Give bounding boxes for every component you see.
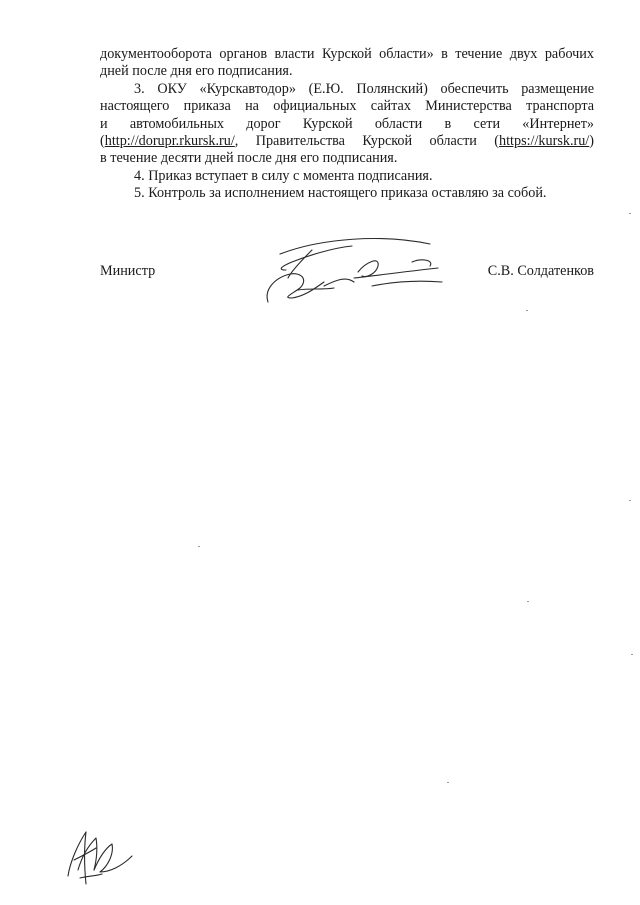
scan-speck (198, 546, 200, 547)
handwritten-initials (60, 826, 140, 888)
paragraph-3-line-4-mid: , Правительства Курской области ( (234, 133, 499, 150)
paragraph-3-line-2: настоящего приказа на официальных сайтах Министерства транспорта (100, 98, 594, 115)
scan-speck (631, 654, 633, 655)
paragraph-3-line-1: 3. ОКУ «Курскавтодор» (Е.Ю. Полянский) обеспечить размещение (134, 80, 594, 97)
handwritten-signature (262, 232, 452, 312)
scan-speck (629, 213, 631, 214)
scan-speck (447, 782, 449, 783)
order-text (100, 46, 594, 203)
scan-speck (527, 601, 529, 602)
signer-role: Министр (100, 263, 156, 279)
link-dorupr[interactable]: http://dorupr.rkursk.ru/ (104, 133, 235, 150)
paragraph-3-line-3: и автомобильных дорог Курской области в сети «Интернет» (100, 115, 594, 132)
paragraph-2-continuation-line-1: документооборота органов власти Курской области» в течение двух рабочих (100, 46, 594, 62)
scan-speck (526, 310, 528, 311)
scan-speck (629, 500, 631, 501)
paragraph-3-line-5: в течение десяти дней после дня его подписания. (100, 150, 398, 167)
paragraph-2-continuation-line-2: дней после дня его подписания. (100, 63, 293, 80)
paragraph-3-line-4: (http://dorupr.rkursk.ru/, Правительства Курской области (https://kursk.ru/) (100, 133, 594, 150)
link-kursk[interactable]: https://kursk.ru/ (499, 133, 590, 150)
signer-name: С.В. Солдатенков (487, 263, 594, 279)
paragraph-4: 4. Приказ вступает в силу с момента подписания. (134, 167, 433, 184)
paragraph-5: 5. Контроль за исполнением настоящего приказа оставляю за собой. (134, 185, 547, 202)
